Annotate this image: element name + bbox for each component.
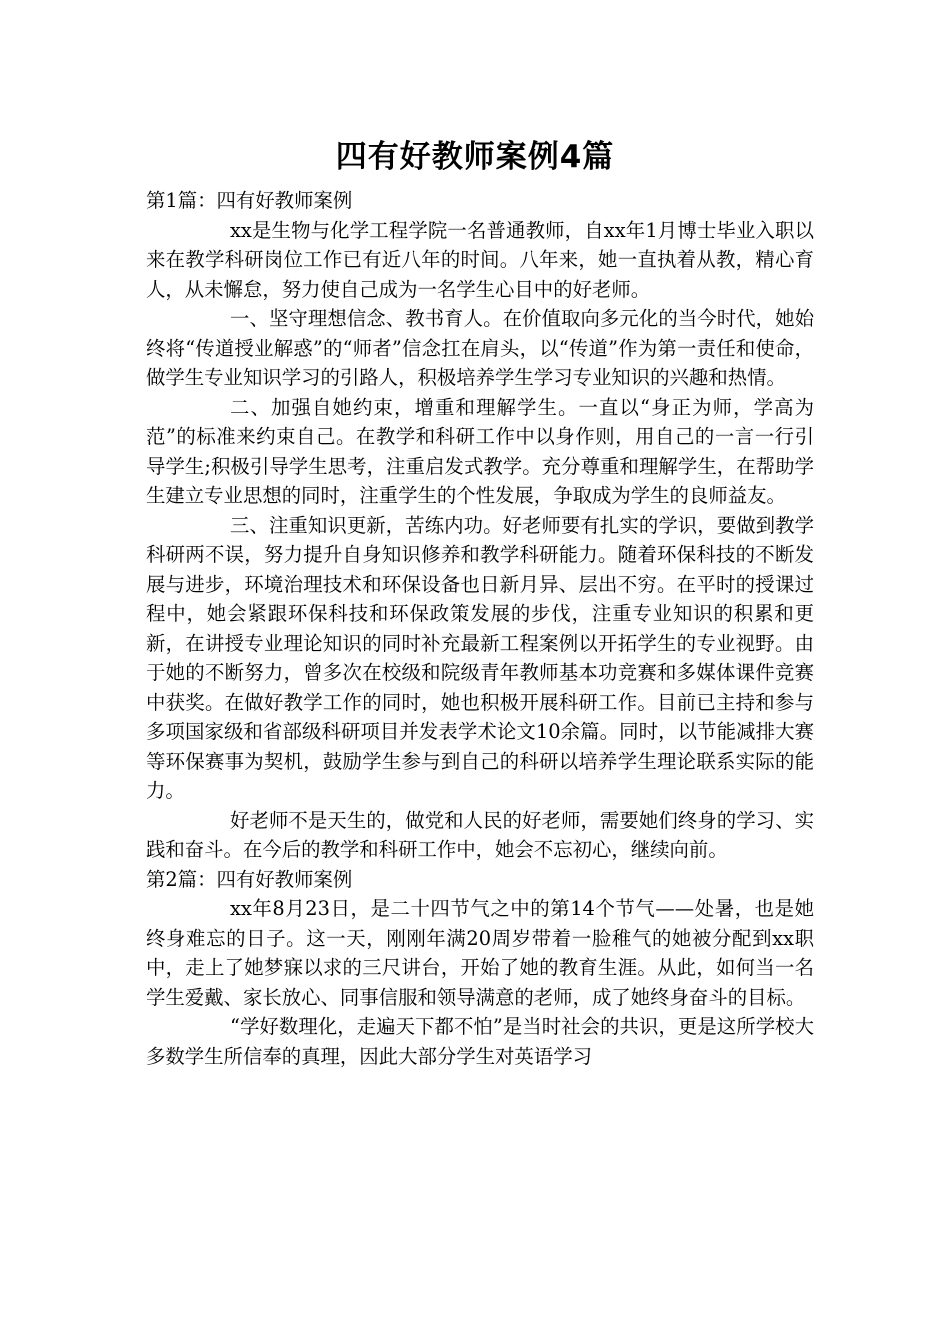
article-heading: 第1篇：四有好教师案例 [146,189,353,212]
paragraph: xx是生物与化学工程学院一名普通教师，自xx年1月博士毕业入职以来在教学科研岗位工作已有近八年的时间。八年来，她一直执着从教，精心育人，从未懈怠，努力使自己成为一名学生心目中的好老师。 [146,218,814,301]
document-body [146,186,814,1071]
paragraph: “学好数理化，走遍天下都不怕”是当时社会的共识，更是这所学校大多数学生所信奉的真理，因此大部分学生对英语学习 [146,1015,814,1068]
article-heading: 第2篇：四有好教师案例 [146,867,353,891]
document-title: 四有好教师案例4篇 [335,139,615,175]
paragraph: 一、坚守理想信念、教书育人。在价值取向多元化的当今时代，她始终将“传道授业解惑”的“师者”信念扛在肩头，以“传道”作为第一责任和使命，做学生专业知识学习的引路人，积极培养学生学习专业知识的兴趣和热情。 [146,307,814,389]
paragraph: xx年8月23日，是二十四节气之中的第14个节气——处暑，也是她终身难忘的日子。这一天，刚刚年满20周岁带着一脸稚气的她被分配到xx职中，走上了她梦寐以求的三尺讲台，开始了她的教育生涯。从此，如何当一名学生爱戴、家长放心、同事信服和领导满意的老师，成了她终身奋斗的目标。 [146,897,814,1009]
paragraph: 好老师不是天生的，做党和人民的好老师，需要她们终身的学习、实践和奋斗。在今后的教学和科研工作中，她会不忘初心，继续向前。 [146,808,814,861]
paragraph: 二、加强自她约束，增重和理解学生。一直以“身正为师，学高为范”的标准来约束自己。在教学和科研工作中以身作则，用自己的一言一行引导学生;积极引导学生思考，注重启发式教学。充分尊重和理解学生，在帮助学生建立专业思想的同时，注重学生的个性发展，争取成为学生的良师益友。 [146,395,814,507]
article-2 [146,865,814,1072]
article-1 [146,186,814,865]
paragraph: 三、注重知识更新，苦练内功。好老师要有扎实的学识，要做到教学科研两不误，努力提升自身知识修养和教学科研能力。随着环保科技的不断发展与进步，环境治理技术和环保设备也日新月异、层出不穷。在平时的授课过程中，她会紧跟环保科技和环保政策发展的步伐，注重专业知识的积累和更新，在讲授专业理论知识的同时补充最新工程案例以开拓学生的专业视野。由于她的不断努力，曾多次在校级和院级青年教师基本功竞赛和多媒体课件竞赛中获奖。在做好教学工作的同时，她也积极开展科研工作。目前已主持和参与多项国家级和省部级科研项目并发表学术论文10余篇。同时，以节能减排大赛等环保赛事为契机，鼓励学生参与到自己的科研以培养学生理论联系实际的能力。 [146,513,814,802]
